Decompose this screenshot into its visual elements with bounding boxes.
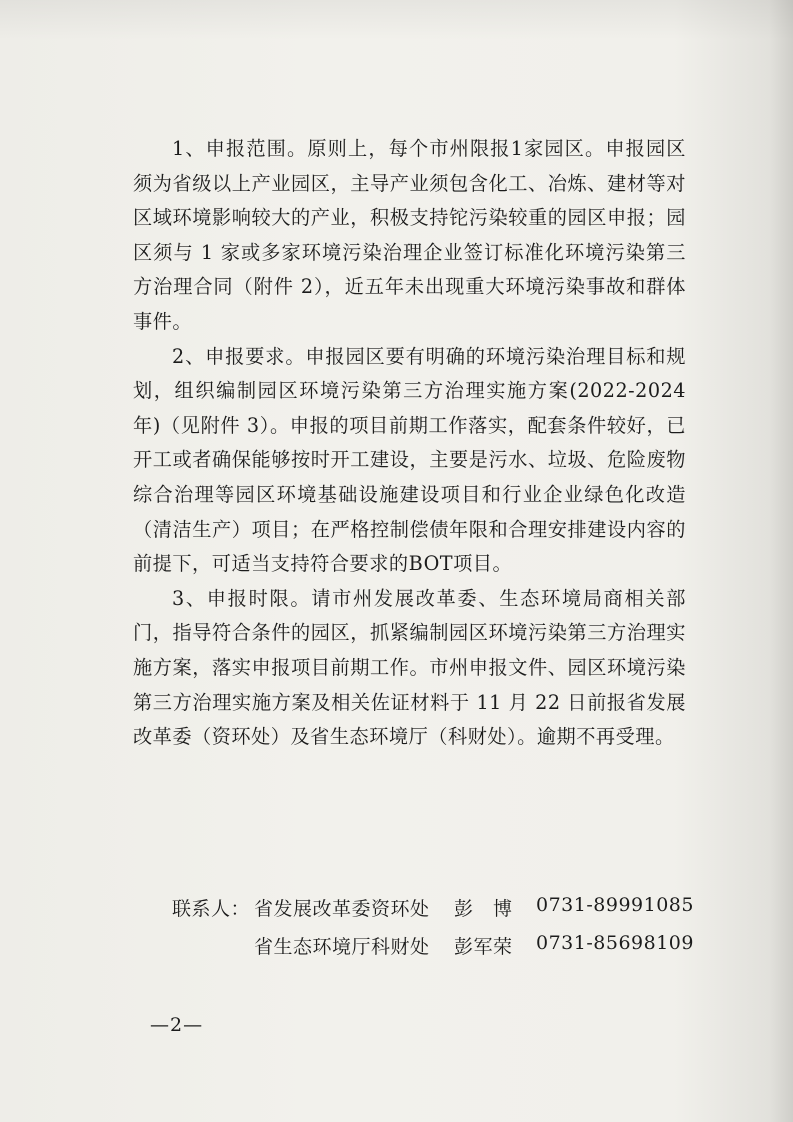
contact-name: 彭军荣 bbox=[454, 936, 513, 958]
contact-unit: 省生态环境厅科财处 bbox=[254, 936, 430, 958]
page-number: —2— bbox=[150, 1014, 204, 1036]
contact-label: 联系人： bbox=[172, 898, 251, 920]
paragraph-requirements: 2、申报要求。申报园区要有明确的环境污染治理目标和规划，组织编制园区环境污染第三方治理实施方案(2022-2024 年)（见附件 3）。申报的项目前期工作落实，配套条件较好，已开工或者确保能够按时开工建设，主要是污水、垃圾、危险废物综合治理等园区环境基础设施建设项目和行业企业绿色化改造（清洁生产）项目；在严格控制偿债年限和合理安排建设内容的前提下，可适当支持符合要求的BOT项目。 bbox=[133, 344, 686, 576]
paragraph-deadline: 3、申报时限。请市州发展改革委、生态环境局商相关部门，指导符合条件的园区，抓紧编制园区环境污染第三方治理实施方案，落实申报项目前期工作。市州申报文件、园区环境污染第三方治理实施方案及相关佐证材料于 11 月 22 日前报省发展改革委（资环处）及省生态环境厅（科财处）。逾期不再受理。 bbox=[133, 586, 686, 749]
contact-unit: 省发展改革委资环处 bbox=[254, 898, 430, 920]
body-text bbox=[133, 132, 686, 755]
contact-phone: 0731-89991085 bbox=[536, 894, 694, 916]
paragraph-scope: 1、申报范围。原则上，每个市州限报1家园区。申报园区须为省级以上产业园区，主导产业须包含化工、冶炼、建材等对区域环境影响较大的产业，积极支持铊污染较重的园区申报；园区须与 1 家或多家环境污染治理企业签订标准化环境污染第三方治理合同（附件 2），近五年未出现重大环境污染事故和群体事件。 bbox=[133, 137, 686, 333]
contact-name: 彭 博 bbox=[454, 898, 513, 920]
page-shadow bbox=[0, 0, 793, 40]
contact-phone: 0731-85698109 bbox=[536, 932, 694, 954]
